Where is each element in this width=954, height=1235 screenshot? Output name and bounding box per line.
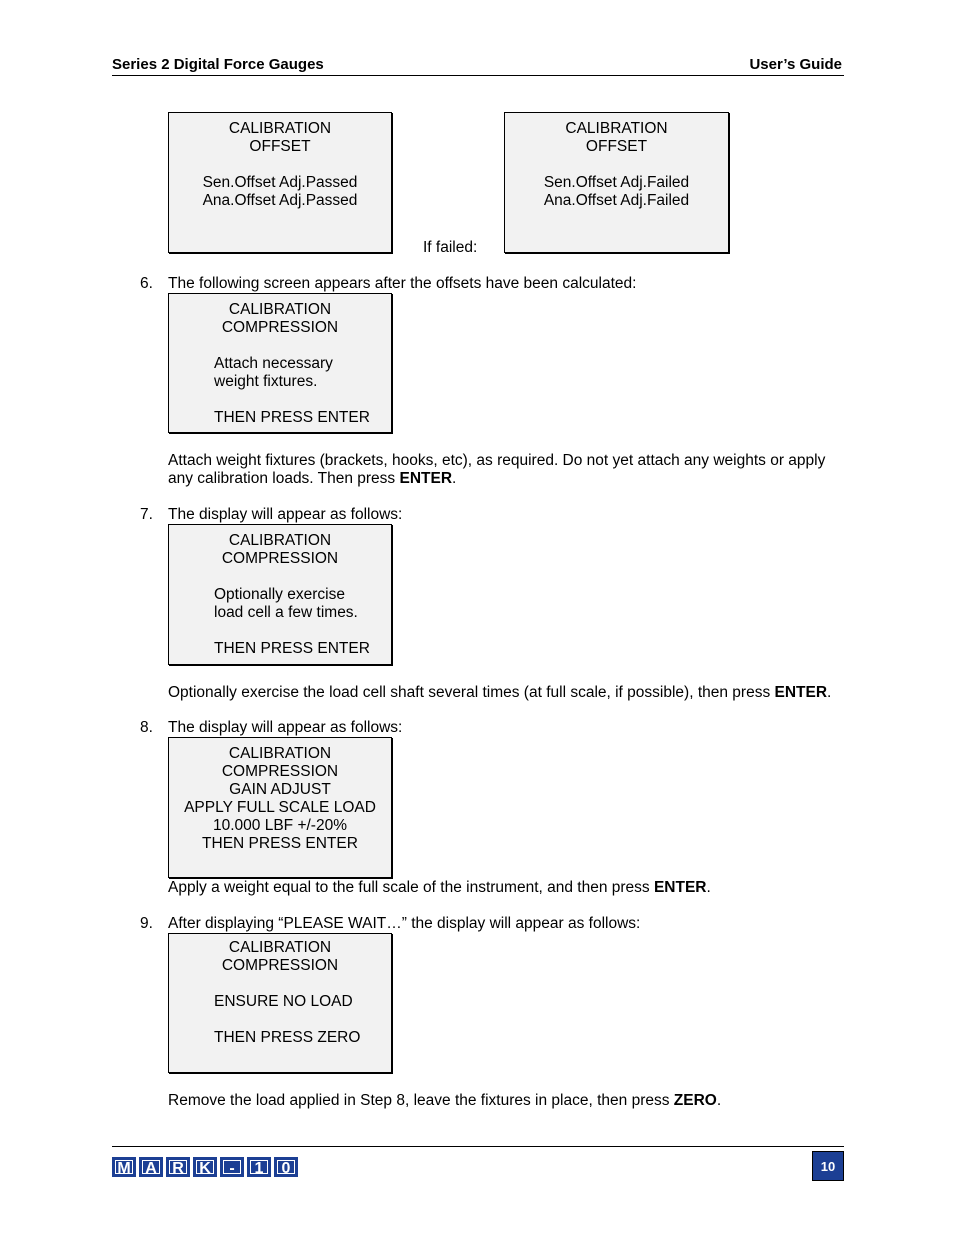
screen-line: CALIBRATION	[228, 745, 332, 762]
step-text: The display will appear as follows:	[168, 506, 403, 523]
para-keyword: ZERO	[673, 1092, 717, 1109]
screen-offset-failed	[504, 112, 729, 253]
para-text: Apply a weight equal to the full scale of the instrument, and then press	[168, 879, 654, 896]
logo-letter: 0	[274, 1157, 298, 1177]
para-text: .	[706, 879, 711, 896]
screen-line: COMPRESSION	[221, 319, 339, 336]
screen-step7	[168, 524, 392, 665]
screen-line: Sen.Offset Adj.Passed	[202, 174, 358, 191]
screen-line: ENSURE NO LOAD	[214, 993, 353, 1010]
screen-line: weight fixtures.	[214, 373, 318, 390]
step-number: 8.	[140, 719, 153, 736]
para-text: Remove the load applied in Step 8, leave the fixtures in place, then press	[168, 1092, 674, 1109]
screen-line: COMPRESSION	[221, 763, 339, 780]
step-text: The display will appear as follows:	[168, 719, 403, 736]
screen-line: THEN PRESS ZERO	[214, 1029, 361, 1046]
logo-letter: -	[220, 1157, 244, 1177]
step-text: The following screen appears after the offsets have been calculated:	[168, 275, 637, 292]
screen-step8	[168, 737, 392, 878]
para-text: Optionally exercise the load cell shaft several times (at full scale, if possible), then press	[168, 684, 775, 701]
para-text: Attach weight fixtures (brackets, hooks, etc), as required. Do not yet attach any weights or apply any calibration loads. Then press	[168, 452, 826, 487]
screen-line: Optionally exercise	[214, 586, 345, 603]
para-keyword: ENTER	[774, 684, 828, 701]
screen-line: CALIBRATION	[228, 120, 332, 137]
step6-paragraph	[168, 452, 848, 488]
header-title: Series 2 Digital Force Gauges	[112, 56, 324, 73]
logo-letter: M	[112, 1157, 136, 1177]
para-keyword: ENTER	[399, 470, 453, 487]
screen-line: load cell a few times.	[214, 604, 358, 621]
screen-line: OFFSET	[585, 138, 648, 155]
screen-line: CALIBRATION	[228, 939, 332, 956]
step7-paragraph	[168, 684, 848, 702]
screen-line: COMPRESSION	[221, 957, 339, 974]
screen-line: THEN PRESS ENTER	[202, 835, 358, 852]
logo-letter: 1	[247, 1157, 271, 1177]
step-number: 7.	[140, 506, 153, 523]
step-number: 6.	[140, 275, 153, 292]
footer-rule	[112, 1146, 844, 1147]
mark10-logo	[112, 1157, 298, 1177]
page-number: 10	[812, 1151, 844, 1181]
screen-offset-passed	[168, 112, 392, 253]
step8-paragraph	[168, 879, 848, 897]
screen-line: 10.000 LBF +/-20%	[213, 817, 347, 834]
para-text: .	[452, 470, 457, 487]
para-text: .	[716, 1092, 722, 1109]
screen-line: OFFSET	[249, 138, 311, 155]
screen-line: Ana.Offset Adj.Passed	[202, 192, 358, 209]
screen-step9	[168, 933, 392, 1073]
step-text: After displaying “PLEASE WAIT…” the display will appear as follows:	[168, 915, 641, 932]
screen-line: CALIBRATION	[228, 532, 332, 549]
screen-line: THEN PRESS ENTER	[214, 409, 370, 426]
para-keyword: ENTER	[653, 879, 707, 896]
screen-line: Attach necessary	[214, 355, 333, 372]
screen-line: GAIN ADJUST	[229, 781, 331, 798]
screen-line: Sen.Offset Adj.Failed	[543, 174, 690, 191]
screen-line: THEN PRESS ENTER	[214, 640, 370, 657]
step-number: 9.	[140, 915, 153, 932]
logo-letter: R	[166, 1157, 190, 1177]
screen-line: Ana.Offset Adj.Failed	[543, 192, 690, 209]
screen-line: APPLY FULL SCALE LOAD	[184, 799, 376, 816]
screen-line: COMPRESSION	[221, 550, 339, 567]
screen-line: CALIBRATION	[228, 301, 332, 318]
if-failed-label: If failed:	[423, 239, 478, 256]
step9-paragraph	[168, 1092, 848, 1110]
header-rule	[112, 75, 844, 76]
screen-line: CALIBRATION	[565, 120, 668, 137]
screen-step6	[168, 293, 392, 433]
logo-letter: A	[139, 1157, 163, 1177]
para-text: .	[827, 684, 832, 701]
logo-letter: K	[193, 1157, 217, 1177]
header-guide: User’s Guide	[749, 56, 842, 73]
